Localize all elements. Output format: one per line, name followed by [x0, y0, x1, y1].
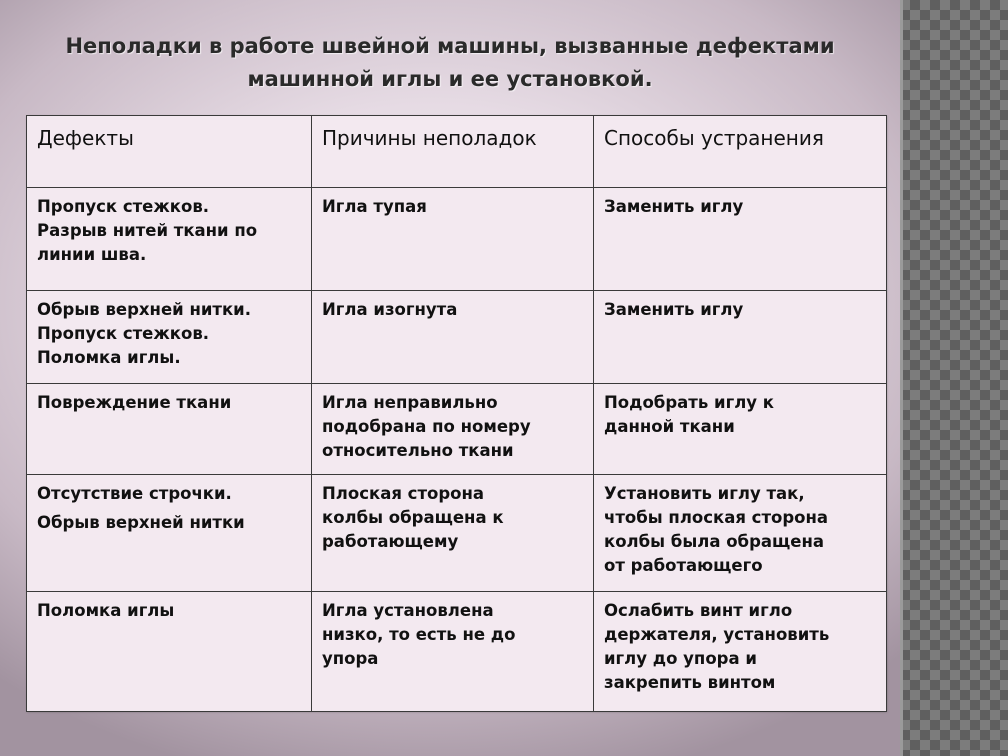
table-header-row	[27, 116, 887, 188]
cell-line: Ослабить винт игло	[604, 601, 793, 620]
header-causes: Причины неполадок	[312, 116, 594, 188]
cell-line: Разрыв нитей ткани по	[37, 221, 258, 240]
cell-line: колбы обращена к	[322, 508, 504, 527]
cell-line: Игла тупая	[322, 197, 427, 216]
cell-line: Пропуск стежков.	[37, 324, 210, 343]
cell-line: закрепить винтом	[604, 673, 776, 692]
cell-line: чтобы плоская сторона	[604, 508, 829, 527]
cell-line: Обрыв верхней нитки.	[37, 300, 252, 319]
fix-cell	[594, 592, 887, 712]
defect-cell	[27, 188, 312, 291]
cell-line: иглу до упора и	[604, 649, 757, 668]
defect-cell	[27, 384, 312, 475]
cell-line: от работающего	[604, 556, 763, 575]
cell-line: Игла неправильно	[322, 393, 498, 412]
cell-line: низко, то есть не до	[322, 625, 516, 644]
cause-cell	[312, 475, 594, 592]
side-pattern-strip	[900, 0, 1008, 756]
cell-line: Отсутствие строчки.	[37, 484, 232, 503]
cell-line: относительно ткани	[322, 441, 514, 460]
slide-title	[0, 30, 900, 96]
cell-line: Пропуск стежков.	[37, 197, 210, 216]
title-line-1: Неполадки в работе швейной машины, вызванные дефектами	[65, 34, 835, 58]
cause-cell	[312, 592, 594, 712]
cause-cell	[312, 291, 594, 384]
cell-line: Установить иглу так,	[604, 484, 805, 503]
cell-line: линии шва.	[37, 245, 147, 264]
cell-line: Повреждение ткани	[37, 393, 232, 412]
table-row	[27, 592, 887, 712]
header-fixes: Способы устранения	[594, 116, 887, 188]
defects-table	[26, 115, 887, 712]
cell-line: данной ткани	[604, 417, 735, 436]
cause-cell	[312, 188, 594, 291]
table-row	[27, 188, 887, 291]
cell-line: упора	[322, 649, 379, 668]
cell-line: Игла установлена	[322, 601, 494, 620]
cell-line: Заменить иглу	[604, 197, 744, 216]
table-row	[27, 384, 887, 475]
cell-line: колбы была обращена	[604, 532, 824, 551]
defects-table-container	[26, 115, 886, 711]
cell-line: держателя, установить	[604, 625, 830, 644]
fix-cell	[594, 384, 887, 475]
fix-cell	[594, 291, 887, 384]
fix-cell	[594, 188, 887, 291]
cell-line: Плоская сторона	[322, 484, 485, 503]
defect-cell	[27, 291, 312, 384]
title-line-2: машинной иглы и ее установкой.	[247, 67, 653, 91]
table-row	[27, 291, 887, 384]
fix-cell	[594, 475, 887, 592]
cell-line: Заменить иглу	[604, 300, 744, 319]
cell-line: Обрыв верхней нитки	[37, 513, 245, 532]
defect-cell	[27, 592, 312, 712]
cell-line: Поломка иглы.	[37, 348, 181, 367]
cell-line: Подобрать иглу к	[604, 393, 774, 412]
cell-line: Поломка иглы	[37, 601, 175, 620]
defect-cell	[27, 475, 312, 592]
cell-line: подобрана по номеру	[322, 417, 531, 436]
cause-cell	[312, 384, 594, 475]
cell-line: работающему	[322, 532, 459, 551]
header-defects: Дефекты	[27, 116, 312, 188]
cell-line: Игла изогнута	[322, 300, 458, 319]
table-row	[27, 475, 887, 592]
